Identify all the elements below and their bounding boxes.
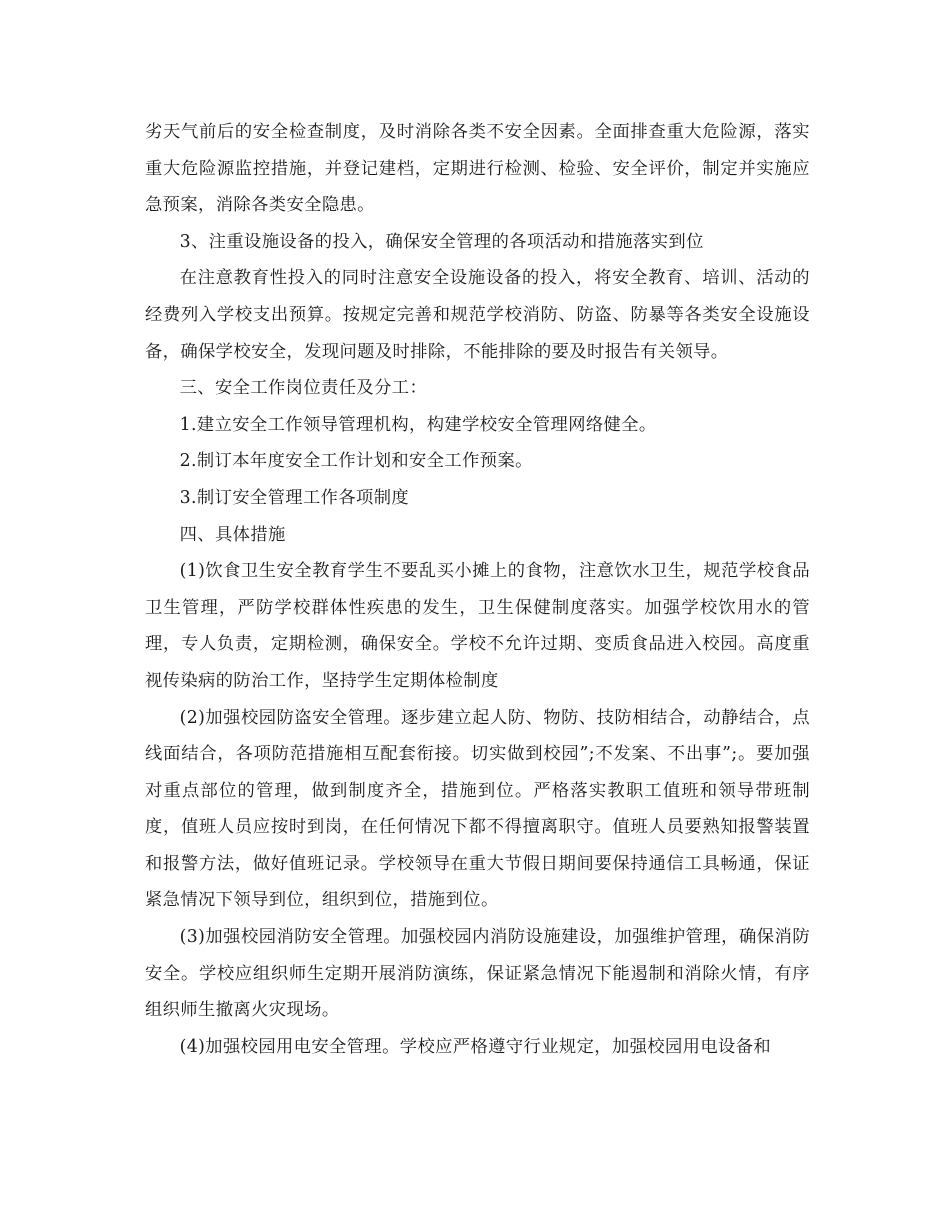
paragraph-1: 劣天气前后的安全检查制度，及时消除各类不安全因素。全面排查重大危险源，落实重大危险源监控措施，并登记建档，定期进行检测、检验、安全评价，制定并实施应急预案，消除各类安全隐患。 (145, 122, 810, 216)
section-heading-4: 四、具体措施 (179, 524, 286, 545)
document-body (145, 114, 810, 1065)
paragraph-measure-3: (3)加强校园消防安全管理。加强校园内消防设施建设，加强维护管理，确保消防安全。学校应组织师生定期开展消防演练，保证紧急情况下能遏制和消除火情，有序组织师生撤离火灾现场。 (145, 927, 810, 1021)
paragraph-measure-1: (1)饮食卫生安全教育学生不要乱买小摊上的食物，注意饮水卫生，规范学校食品卫生管理，严防学校群体性疾患的发生，卫生保健制度落实。加强学校饮用水的管理，专人负责，定期检测，确保安全。学校不允许过期、变质食品进入校园。高度重视传染病的防治工作，坚持学生定期体检制度 (145, 561, 810, 691)
list-item-3: 3.制订安全管理工作各项制度 (179, 487, 410, 508)
paragraph-3: 在注意教育性投入的同时注意安全设施设备的投入，将安全教育、培训、活动的经费列入学校支出预算。按规定完善和规范学校消防、防盗、防暴等各类安全设施设备，确保学校安全，发现问题及时排除，不能排除的要及时报告有关领导。 (145, 268, 810, 362)
paragraph-measure-4: (4)加强校园用电安全管理。学校应严格遵守行业规定，加强校园用电设备和 (179, 1036, 772, 1057)
list-item-2: 2.制订本年度安全工作计划和安全工作预案。 (179, 451, 533, 472)
paragraph-measure-2: (2)加强校园防盗安全管理。逐步建立起人防、物防、技防相结合，动静结合，点线面结合，各项防范措施相互配套衔接。切实做到校园”;不发案、不出事”;。要加强对重点部位的管理，做到制度齐全，措施到位。严格落实教职工值班和领导带班制度，值班人员应按时到岗，在任何情况下都不得擅离职守。值班人员要熟知报警装置和报警方法，做好值班记录。学校领导在重大节假日期间要保持通信工具畅通，保证紧急情况下领导到位，组织到位，措施到位。 (145, 707, 810, 911)
paragraph-2: 3、注重设施设备的投入，确保安全管理的各项活动和措施落实到位 (179, 231, 704, 252)
list-item-1: 1.建立安全工作领导管理机构，构建学校安全管理网络健全。 (179, 414, 657, 435)
section-heading-3: 三、安全工作岗位责任及分工： (179, 378, 428, 399)
